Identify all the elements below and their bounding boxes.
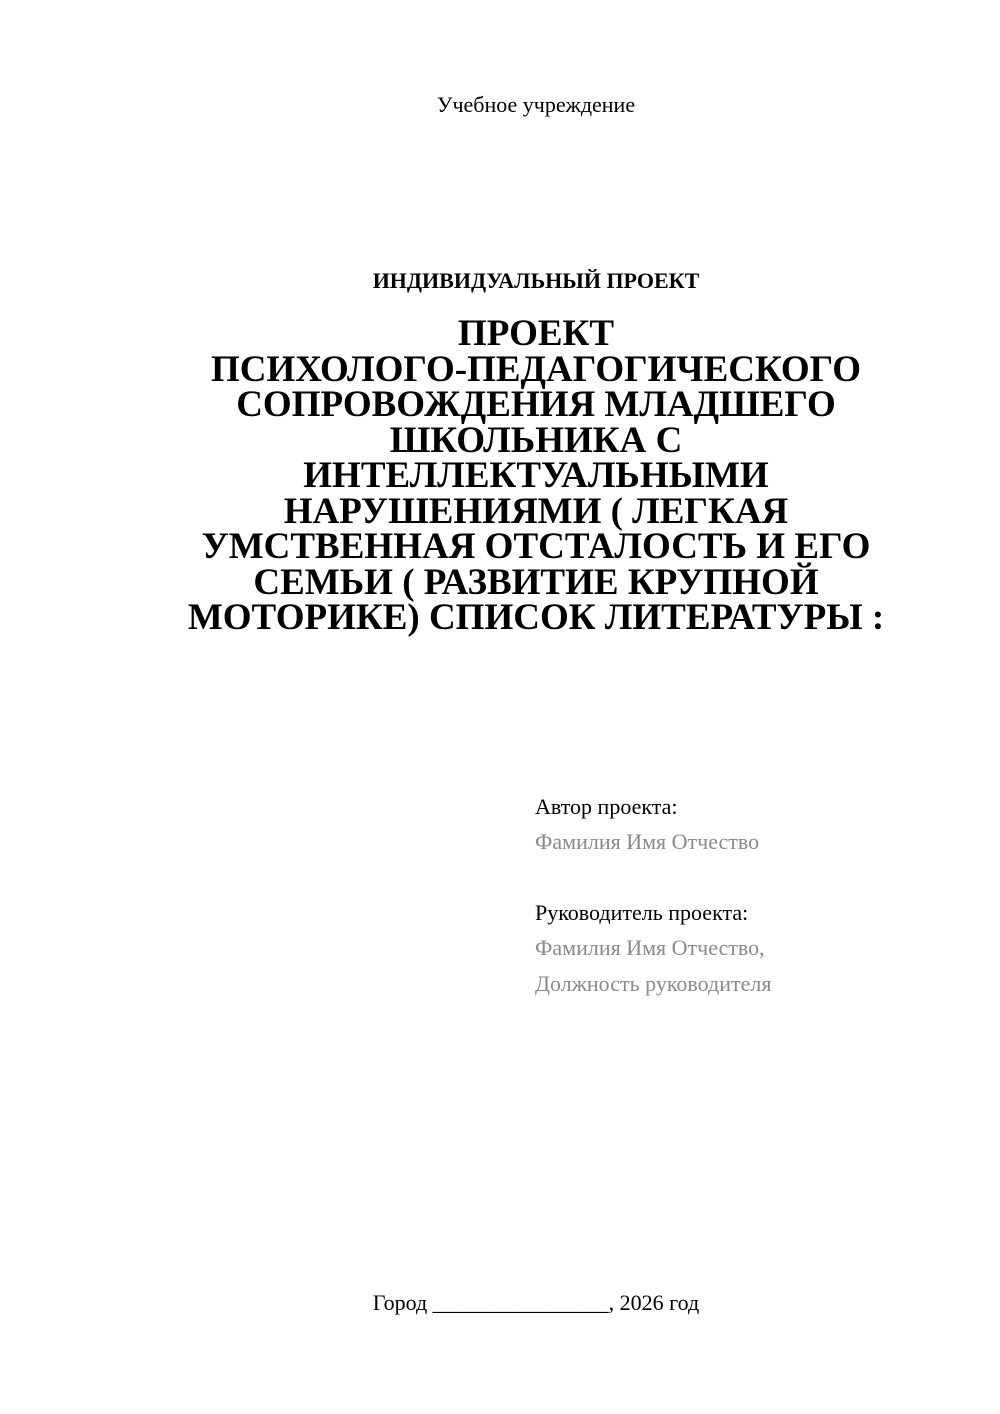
supervisor-name: Фамилия Имя Отчество, (535, 935, 765, 960)
institution-name: Учебное учреждение (436, 92, 636, 117)
title-line: УМСТВЕННАЯ ОТСТАЛОСТЬ И ЕГО (201, 526, 871, 567)
title-line: НАРУШЕНИЯМИ ( ЛЕГКАЯ (283, 490, 789, 532)
author-label: Автор проекта: (535, 794, 678, 819)
title-line: СОПРОВОЖДЕНИЯ МЛАДШЕГО (236, 384, 836, 425)
title-line: МОТОРИКЕ) СПИСОК ЛИТЕРАТУРЫ : (187, 597, 885, 638)
title-line: ПРОЕКТ (457, 313, 615, 354)
title-line: ИНТЕЛЛЕКТУАЛЬНЫМИ (303, 455, 769, 496)
title-line: ПСИХОЛОГО-ПЕДАГОГИЧЕСКОГО (210, 348, 862, 390)
author-name: Фамилия Имя Отчество (535, 829, 760, 854)
project-kind-heading: ИНДИВИДУАЛЬНЫЙ ПРОЕКТ (372, 268, 700, 293)
supervisor-block (535, 896, 771, 1002)
supervisor-label: Руководитель проекта: (535, 900, 749, 925)
title-line: СЕМЬИ ( РАЗВИТИЕ КРУПНОЙ (253, 561, 819, 603)
project-title (150, 313, 922, 638)
author-block (535, 790, 759, 860)
supervisor-position: Должность руководителя (535, 971, 772, 996)
city-year-footer: Город ________________, 2026 год (372, 1290, 700, 1315)
title-line: ШКОЛЬНИКА С (389, 419, 683, 461)
